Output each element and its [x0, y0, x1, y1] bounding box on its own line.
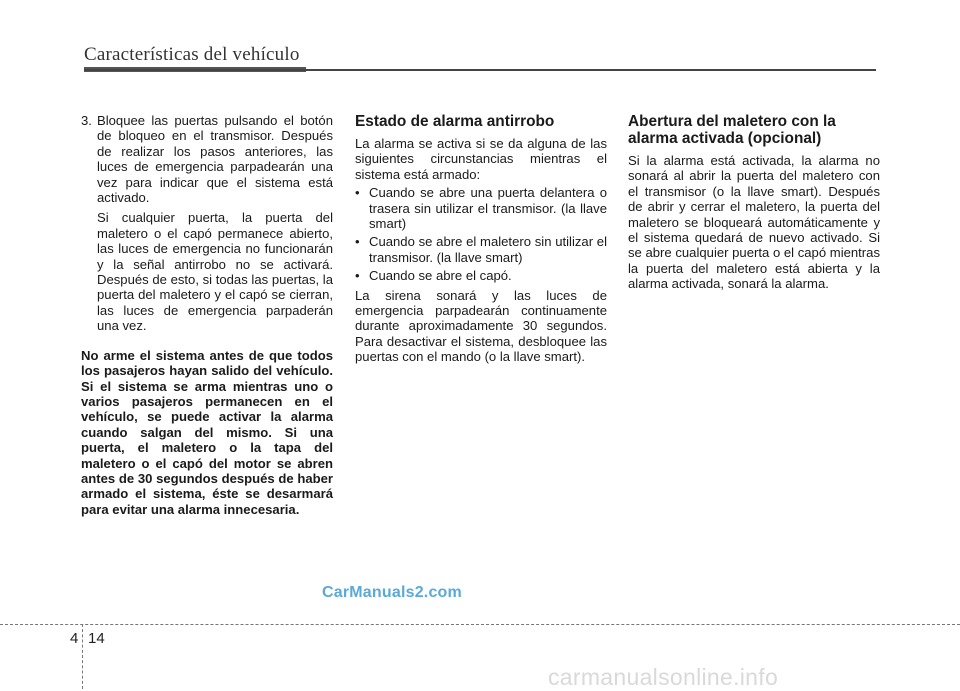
- list-item: [355, 185, 607, 231]
- step-number: 3.: [81, 113, 92, 128]
- warning-text: No arme el sistema antes de que todos los pasajeros hayan salido del vehículo. Si el sistema se arma mientras uno o varios pasajeros permanecen en el vehículo, se puede activar la alarma cuando salgan del mismo. Si una puerta, el maletero o la tapa del maletero o el capó del motor se abren antes de 30 segundos después de haber armado el sistema, éste se desarmará para evitar una alarma innecesaria.: [81, 347, 333, 517]
- alarm-outro: La sirena sonará y las luces de emergencia parpadearán continuamente durante aproximadamente 30 segundos. Para desactivar el sistema, desbloquee las puertas con el mando (o la llave smart).: [355, 287, 607, 365]
- list-item: [355, 234, 607, 265]
- footer-vertical-divider: [82, 624, 83, 689]
- header-rule: [84, 69, 876, 71]
- step-text: Bloquee las puertas pulsando el botón de bloqueo en el transmisor. Después de realizar los pasos anteriores, las luces de emergencia parpadearán una vez para indicar que el sistema está activado.: [97, 113, 333, 206]
- list-item-text: Cuando se abre el capó.: [369, 268, 512, 284]
- bullet-icon: •: [355, 234, 360, 250]
- watermark-carmanualsonline: carmanualsonline.info: [548, 664, 779, 690]
- step-item: [81, 113, 333, 205]
- list-item-text: Cuando se abre una puerta delantera o trasera sin utilizar el transmisor. (la llave smart): [369, 185, 607, 232]
- column-right: [628, 113, 880, 292]
- page-number: 14: [88, 630, 105, 647]
- heading-trunk-opening: Abertura del maletero con la alarma activada (opcional): [628, 113, 836, 147]
- heading-alarm-status: Estado de alarma antirrobo: [355, 113, 555, 130]
- list-item-text: Cuando se abre el maletero sin utilizar el transmisor. (la llave smart): [369, 234, 607, 265]
- column-left: [81, 113, 333, 517]
- watermark-carmanuals2: CarManuals2.com: [322, 584, 462, 601]
- chapter-number: 4: [70, 630, 79, 647]
- footer-divider: [0, 624, 960, 625]
- bullet-icon: •: [355, 268, 360, 284]
- column-middle: [355, 113, 607, 365]
- list-item: [355, 268, 607, 283]
- section-title: Características del vehículo: [84, 44, 300, 65]
- step-continued: Si cualquier puerta, la puerta del maletero o el capó permanece abierto, las luces de emergencia no funcionarán y la señal antirrobo no se activará. Después de esto, si todas las puertas, la puerta del maletero y el capó se cierran, las luces de emergencia parpaderán una vez.: [97, 210, 333, 334]
- alarm-conditions-list: [355, 185, 607, 283]
- bullet-icon: •: [355, 185, 360, 201]
- trunk-body: Si la alarma está activada, la alarma no sonará al abrir la puerta del maletero con el transmisor (o la llave smart). Después de abrir y cerrar el maletero, la puerta del maletero se bloqueará automáticamente y el sistema quedará de nuevo activado. Si se abre cualquier puerta o el capó mientras la puerta del maletero está abierta y la alarma activada, sonará la alarma.: [628, 153, 880, 292]
- alarm-intro: La alarma se activa si se da alguna de las siguientes circunstancias mientras el sistema está armado:: [355, 136, 607, 182]
